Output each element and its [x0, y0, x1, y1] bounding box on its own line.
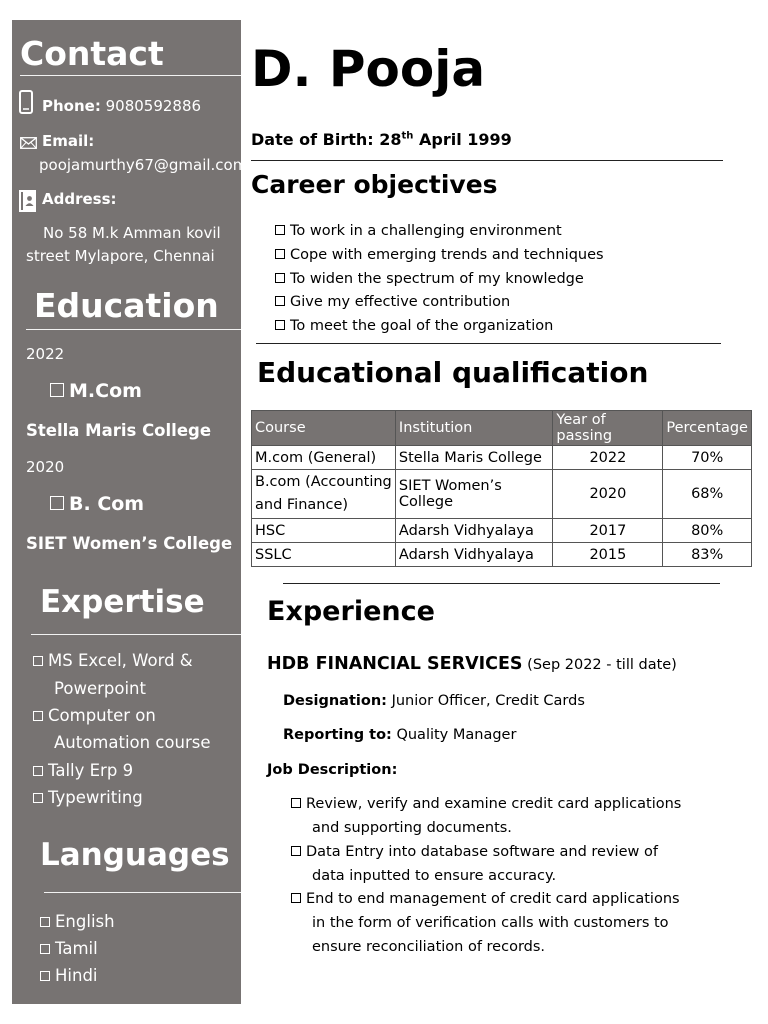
cell-course-line-2: and Finance) [255, 497, 349, 513]
expertise-item-2-cont: Automation course [54, 733, 211, 752]
cell-year: 2020 [553, 470, 663, 519]
cell-percentage: 70% [663, 446, 752, 470]
language-item-1-text: English [55, 912, 115, 931]
checkbox-icon [33, 711, 43, 721]
dob-rest: April 1999 [413, 130, 512, 149]
date-of-birth [251, 130, 512, 149]
language-item-2 [40, 939, 98, 958]
col-header-percentage: Percentage [663, 411, 752, 446]
expertise-item-3 [33, 761, 133, 780]
expertise-heading: Expertise [40, 584, 205, 620]
career-item-1 [275, 223, 562, 239]
checkbox-icon [291, 846, 301, 856]
education-divider [26, 329, 241, 330]
duty-item-2-cont: data inputted to ensure accuracy. [312, 868, 557, 884]
designation-value: Junior Officer, Credit Cards [391, 693, 585, 709]
cell-institution: Stella Maris College [395, 446, 552, 470]
email-address: poojamurthy67@gmail.com [39, 156, 248, 174]
checkbox-icon [275, 249, 285, 259]
checkbox-icon [40, 917, 50, 927]
dob-divider [251, 160, 723, 161]
cell-percentage: 80% [663, 519, 752, 543]
cell-year: 2022 [553, 446, 663, 470]
contact-heading: Contact [20, 34, 164, 73]
career-item-1-text: To work in a challenging environment [290, 223, 562, 239]
duty-item-3 [291, 891, 680, 907]
dob-label: Date of Birth: 28 [251, 130, 402, 149]
checkbox-icon [33, 766, 43, 776]
expertise-item-4 [33, 788, 143, 807]
table-divider [283, 583, 720, 584]
language-item-1 [40, 912, 115, 931]
company-name: HDB FINANCIAL SERVICES [267, 654, 523, 674]
duty-item-2-text: Data Entry into database software and review of [306, 844, 658, 860]
career-divider [256, 343, 721, 344]
checkbox-icon [40, 944, 50, 954]
expertise-item-2-text: Computer on [48, 706, 156, 725]
address-line-1: No 58 M.k Amman kovil [43, 224, 221, 242]
education-table [251, 410, 752, 567]
cell-course: SSLC [252, 543, 396, 567]
cell-course: HSC [252, 519, 396, 543]
job-description-label: Job Description: [267, 762, 398, 778]
duty-item-3-cont-2: ensure reconciliation of records. [312, 939, 546, 955]
cell-year: 2017 [553, 519, 663, 543]
designation-label: Designation: [283, 693, 387, 709]
edu-college-2: SIET Women’s College [26, 534, 233, 553]
career-item-5-text: To meet the goal of the organization [290, 318, 554, 334]
cell-course: M.com (General) [252, 446, 396, 470]
col-header-year: Year of passing [553, 411, 663, 446]
expertise-item-1-cont: Powerpoint [54, 679, 146, 698]
address-label: Address: [42, 190, 117, 208]
checkbox-icon [50, 383, 64, 397]
cell-institution: Adarsh Vidhyalaya [395, 519, 552, 543]
reporting-line [283, 727, 516, 743]
duty-item-2 [291, 844, 658, 860]
education-heading: Education [34, 286, 219, 325]
email-icon [20, 137, 37, 149]
edu-degree-1 [50, 380, 142, 402]
phone-icon [19, 90, 33, 114]
checkbox-icon [275, 296, 285, 306]
reporting-label: Reporting to: [283, 727, 392, 743]
edu-degree-1-text: M.Com [69, 380, 142, 402]
edu-qual-heading: Educational qualification [257, 356, 649, 389]
languages-divider [44, 892, 241, 893]
col-header-institution: Institution [395, 411, 552, 446]
career-item-4 [275, 294, 510, 310]
duty-item-1-text: Review, verify and examine credit card applications [306, 796, 682, 812]
edu-year-2: 2020 [26, 458, 65, 476]
language-item-3 [40, 966, 98, 985]
checkbox-icon [40, 971, 50, 981]
checkbox-icon [33, 793, 43, 803]
cell-percentage: 68% [663, 470, 752, 519]
table-header-row [252, 411, 752, 446]
phone-label: Phone: [42, 97, 101, 115]
expertise-item-2 [33, 706, 156, 725]
checkbox-icon [275, 225, 285, 235]
address-icon [19, 190, 36, 212]
cell-course [252, 470, 396, 519]
experience-heading: Experience [267, 596, 435, 627]
reporting-value: Quality Manager [396, 727, 517, 743]
duty-item-1-cont: and supporting documents. [312, 820, 512, 836]
checkbox-icon [291, 893, 301, 903]
expertise-item-1-text: MS Excel, Word & [48, 651, 193, 670]
duty-item-1 [291, 796, 681, 812]
cell-institution: SIET Women’s College [395, 470, 552, 519]
phone-number: 9080592886 [105, 97, 202, 115]
expertise-item-3-text: Tally Erp 9 [48, 761, 134, 780]
edu-college-1: Stella Maris College [26, 421, 212, 440]
career-item-2-text: Cope with emerging trends and techniques [290, 247, 604, 263]
checkbox-icon [33, 656, 43, 666]
expertise-item-4-text: Typewriting [48, 788, 143, 807]
table-row [252, 446, 752, 470]
career-item-3-text: To widen the spectrum of my knowledge [290, 271, 584, 287]
career-item-2 [275, 247, 604, 263]
checkbox-icon [291, 798, 301, 808]
checkbox-icon [275, 320, 285, 330]
employment-period: (Sep 2022 - till date) [527, 657, 677, 673]
candidate-name: D. Pooja [251, 40, 486, 98]
languages-heading: Languages [40, 837, 230, 873]
dob-superscript: th [401, 130, 414, 142]
expertise-divider [31, 634, 241, 635]
phone-line [42, 97, 201, 115]
language-item-2-text: Tamil [55, 939, 98, 958]
duty-item-3-text: End to end management of credit card applications [306, 891, 680, 907]
email-label: Email: [42, 132, 95, 150]
contact-divider [20, 75, 241, 76]
address-line-2: street Mylapore, Chennai [26, 247, 215, 265]
edu-year-1: 2022 [26, 345, 65, 363]
language-item-3-text: Hindi [55, 966, 98, 985]
career-heading: Career objectives [251, 170, 498, 199]
duty-item-3-cont: in the form of verification calls with customers to [312, 915, 669, 931]
employer-line [267, 654, 677, 674]
checkbox-icon [50, 496, 64, 510]
career-item-3 [275, 271, 584, 287]
checkbox-icon [275, 273, 285, 283]
designation-line [283, 693, 585, 709]
table-row [252, 543, 752, 567]
edu-degree-2-text: B. Com [69, 493, 145, 515]
career-item-5 [275, 318, 553, 334]
table-row [252, 519, 752, 543]
cell-institution: Adarsh Vidhyalaya [395, 543, 552, 567]
cell-course-line-1: B.com (Accounting [255, 474, 392, 490]
cell-year: 2015 [553, 543, 663, 567]
edu-degree-2 [50, 493, 144, 515]
expertise-item-1 [33, 651, 193, 670]
career-item-4-text: Give my effective contribution [290, 294, 511, 310]
col-header-course: Course [252, 411, 396, 446]
table-row [252, 470, 752, 519]
cell-percentage: 83% [663, 543, 752, 567]
